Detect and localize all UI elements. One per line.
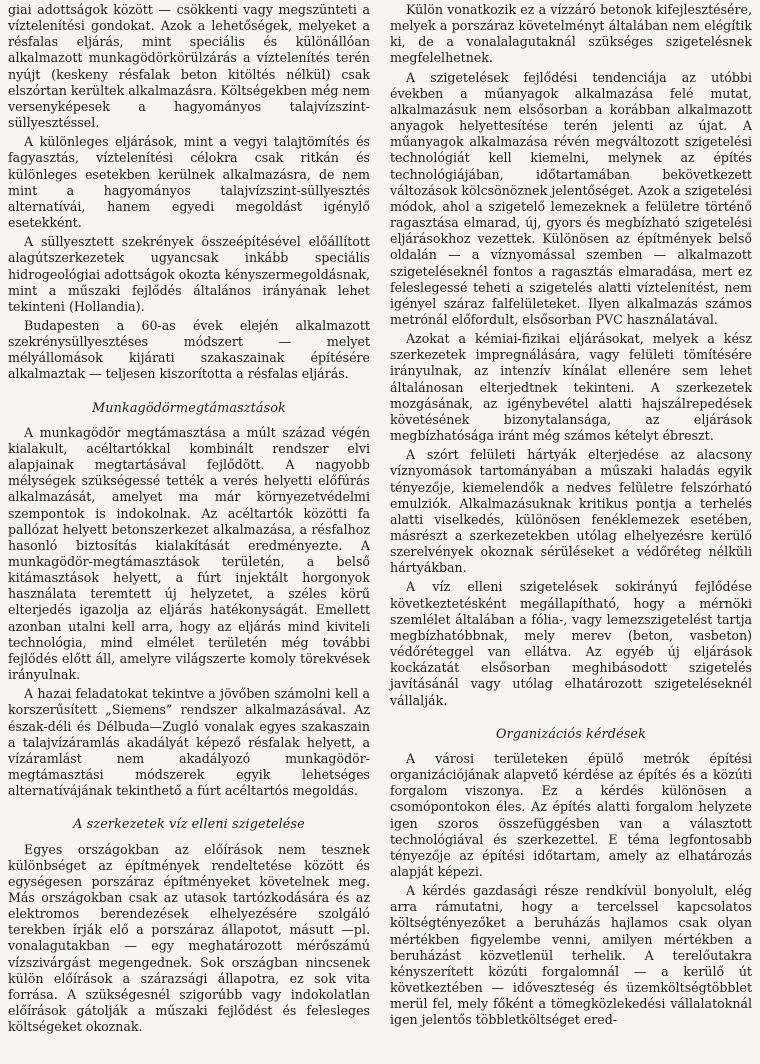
- paragraph: A szigetelések fejlődési tendenciája az utóbbi években a műanyagok alkalmazása felé mutat, alkalmazásuk nem elsősorban a korábban alkalmazott anyagok helyettesítése terén jelenti az újat. A műanyagok alkalmazása révén megváltozott szigetelési technológiát kell kiemelni, melynek az építés technológiájában, időtartamában bekövetkezett változások kölcsönöznek jelentőséget. Azok a szigetelési módok, ahol a szigetelő lemezeknek a felületre történő ragasztása elmarad, új, gyors és megbízható szigetelési eljárásokhoz vezettek. Különösen az építmények belső oldalán — a víznyomással szemben — alkalmazott szigeteléseknél fontos a ragasztás elmaradása, mert ez feleslegessé teheti a szigetelés alatti víztelenítést, nem igényel száraz falfelületeket. Ilyen alkalmazás számos metrónál előfordult, elsősorban PVC használatával.: [390, 69, 752, 327]
- paragraph: Budapesten a 60-as évek elején alkalmazott szekrénysüllyesztéses módszert — melyet mélyállomások kijárati szakaszainak építésére alkalmaztak — teljesen kiszorította a résfalas eljárás.: [8, 317, 370, 382]
- paragraph: A munkagödör megtámasztása a múlt század végén kialakult, acéltartókkal kombinált rendszer elvi alapjainak megtartásával fejlődött. A nagyobb mélységek szükségessé tették a verés helyetti előfúrás alkalmazását, amelyet ma már környezetvédelmi szempontok is indokolnak. Az acéltartók közötti fa pallózat helyett betonszerkezet alkalmazása, a résfalhoz hasonló biztosítás kialakítását eredményezte. A munkagödör-megtámasztások területén, a belső kitámasztások helyett, a fúrt injektált horgonyok használata teremtett új helyzetet, a széles körű elterjedés igazolja az eljárás hatékonyságát. Emellett azonban utalni kell arra, hogy az eljárás mind kiviteli technológia, mind elmélet területén még további fejlődés előtt áll, amelyre világszerte komoly törekvések irányulnak.: [8, 424, 370, 683]
- section-heading: A szerkezetek víz elleni szigetelése: [73, 817, 305, 833]
- paragraph: Egyes országokban az előírások nem tesznek különbséget az építmények rendeltetése között és egységesen porszáraz építményeket követelnek meg. Más országokban csak az utasok tartózkodására és az elektromos berendezések elhelyezésére szolgáló terekben írják elő a porszáraz állapotot, másutt —pl. vonalagutakban — egy meghatározott mérőszámú vízszivárgást megengednek. Sok országban nincsenek külön előírások a szárazsági állapotra, ez sok vita forrása. A szükségesnél szigorúbb vagy indokolatlan előírások gátolják a műszaki fejlődést és felesleges költségeket okoznak.: [8, 841, 370, 1035]
- paragraph: A kérdés gazdasági része rendkívül bonyolult, elég arra rámutatni, hogy a tercelssel kapcsolatos költségtényezőket a beruházás hajlamos csak olyan mértékben figyelembe venni, amilyen mértékben a beruházást közvetlenül terhelik. A terelőutakra kényszerített közúti forgalomnál — a kerülő út következtében — időveszteség és üzemköltségtöbblet merül fel, mely főként a tömegközlekedési vállalatoknál igen jelentős többletköltséget ered-: [390, 883, 752, 1028]
- paragraph: A süllyesztett szekrények összeépítésével előállított alagútszerkezetek ugyancsak inkább speciális hidrogeológiai adottságok okozta kényszermegoldásnak, mint a műszaki fejlődés általános irányának lehet tekinteni (Hollandia).: [8, 234, 370, 314]
- left-column: [8, 2, 370, 1064]
- paragraph: A különleges eljárások, mint a vegyi talajtömítés és fagyasztás, víztelenítési célokra csak ritkán és különleges esetekben kerülnek alkalmazásra, de nem mint a hagyományos talajvízszint-süllyesztés alternatívái, hanem egyedi megoldást igénylő esetekként.: [8, 134, 370, 231]
- paragraph: Külön vonatkozik ez a vízzáró betonok kifejlesztésére, melyek a porszáraz követelményt általában nem elégítik ki, de a vonalalagutaknál szükséges szigetelésnek megfelelhetnek.: [390, 2, 752, 66]
- paragraph: Azokat a kémiai-fizikai eljárásokat, melyek a kész szerkezetek impregnálására, vagy felületi tömítésére irányulnak, az intenzív kínálat ellenére sem lehet általánosan elterjedtnek tekinteni. A szerkezetek mozgásának, az igénybevétel alatti hajszálrepedések követésének bizonytalansága, az eljárások megbízhatósága iránt még számos kételyt ébreszt.: [390, 331, 752, 444]
- section-heading: Organizációs kérdések: [496, 726, 646, 742]
- right-column: [390, 2, 752, 1064]
- paragraph: A szórt felületi hártyák elterjedése az alacsony víznyomások tartományában a műszaki haladás egyik tényezője, kiemelendők a nedves felületre felszórható emulziók. Alkalmazásuknak kritikus pontja a terhelés alatti viselkedés, különösen fenéklemezek esetében, másrészt a szerkezetekben utólag elhelyezésre kerülő szerelvények okoznak sérüléseket a védőréteg nélküli hártyákban.: [390, 447, 752, 576]
- paragraph: A víz elleni szigetelések sokirányú fejlődése következtetésként megállapítható, hogy a mérnöki szemlélet általában a fólia-, vagy lemezszigetelést tartja megbízhatóbbnak, mely merev (beton, vasbeton) védőréteggel van ellátva. Az egyéb új eljárások kockázatát elsősorban meghibásodott szigetelés javításánál vagy utólag elhatározott szigeteléseknél vállalják.: [390, 579, 752, 708]
- section-heading: Munkagödörmegtámasztások: [92, 400, 286, 416]
- paragraph: A városi területeken épülő metrók építési organizációjának alapvető kérdése az építés és a közúti forgalom viszonya. Ez a kérdés különösen a csomópontokon éles. Az építés alatti forgalom helyzete igen szoros összefüggésben van a választott technológiával és szerkezettel. E téma legfontosabb tényezője az építési időtartam, amely az elhatározás alapját képezi.: [390, 750, 752, 879]
- paragraph: A hazai feladatokat tekintve a jövőben számolni kell a korszerűsített „Siemens” rendszer alkalmazásával. Az észak-déli és Délbuda—Zugló vonalak egyes szakaszain a talajvízáramlás akadályát képező résfalak helyett, a vízáramlást nem akadályozó munkagödör-megtámasztási módszerek egyik lehetséges alternatívájának tekinthető a fúrt acéltartós megoldás.: [8, 686, 370, 799]
- paragraph: giai adottságok között — csökkenti vagy megszünteti a víztelenítési gondokat. Azok a lehetőségek, melyeket a résfalas eljárás, mint speciális és különállóan alkalmazott munkagödörkörülzárás a víztelenítés terén nyújt (keskeny résfalak beton kitöltés nélkül) csak elszórtan kerültek alkalmazásra. Költségekben még nem versenyképesek a hagyományos talajvízszint-süllyesztéssel.: [8, 2, 370, 131]
